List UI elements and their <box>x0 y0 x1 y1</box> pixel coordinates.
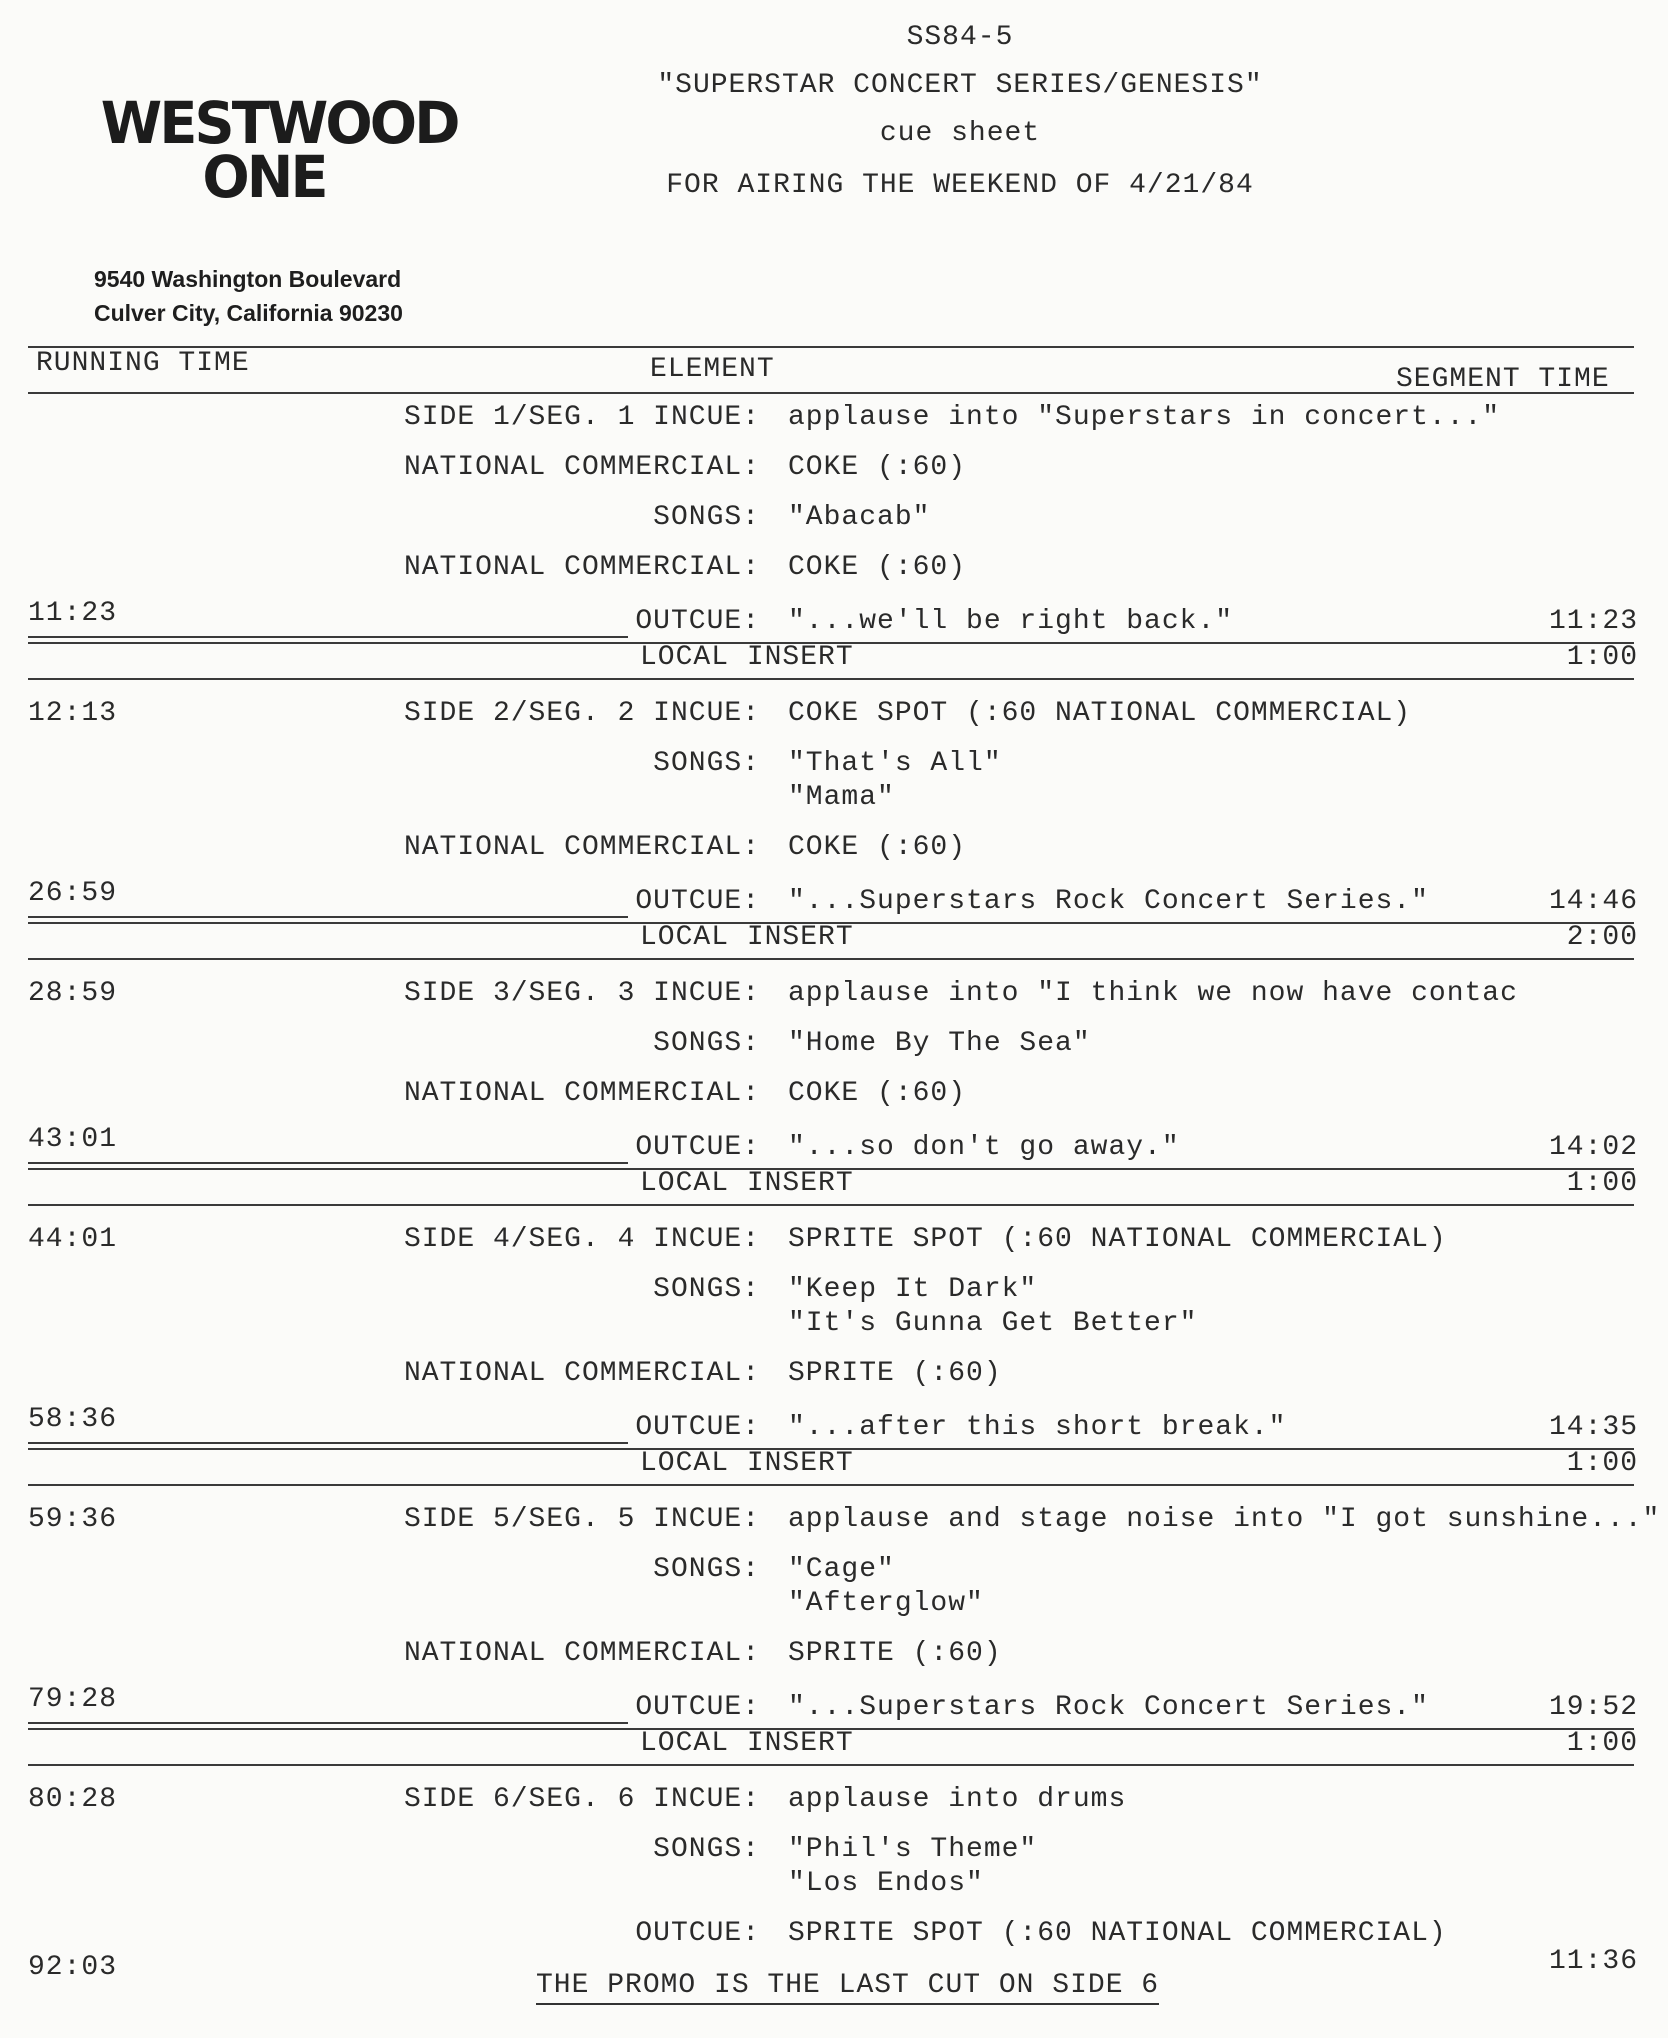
incue-value: applause and stage noise into "I got sunshine..." <box>788 1504 1661 1535</box>
songs-label: SONGS: <box>653 502 760 533</box>
incue-label: SIDE 5/SEG. 5 INCUE: <box>403 1504 760 1535</box>
incue-label: SIDE 1/SEG. 1 INCUE: <box>403 402 760 433</box>
incue-value: applause into "Superstars in concert..." <box>788 402 1501 433</box>
outcue-value: SPRITE SPOT (:60 NATIONAL COMMERCIAL) <box>788 1918 1447 1949</box>
col-running-time: RUNNING TIME <box>36 348 250 379</box>
incue-value: applause into drums <box>788 1784 1127 1815</box>
insert-time: 1:00 <box>1566 1728 1638 1759</box>
commercial-value: SPRITE (:60) <box>788 1638 1002 1669</box>
airing-date: FOR AIRING THE WEEKEND OF 4/21/84 <box>666 170 1254 201</box>
incue-label: SIDE 4/SEG. 4 INCUE: <box>403 1224 760 1255</box>
logo-line1: WESTWOOD <box>100 89 458 157</box>
logo-line2: ONE <box>202 143 326 211</box>
local-insert-label: LOCAL INSERT <box>640 642 854 673</box>
segment-time: 19:52 <box>1548 1692 1638 1723</box>
commercial-value: COKE (:60) <box>788 832 967 863</box>
outcue-value: "...Superstars Rock Concert Series." <box>788 886 1429 917</box>
song-title: "Los Endos" <box>788 1868 984 1899</box>
outcue-label: OUTCUE: <box>635 1692 760 1723</box>
segment-end-time: 58:36 <box>28 1404 118 1435</box>
header-top-rule <box>28 346 1634 348</box>
commercial-label: NATIONAL COMMERCIAL: <box>403 452 760 483</box>
commercial-value: COKE (:60) <box>788 552 967 583</box>
song-title: "Afterglow" <box>788 1588 984 1619</box>
segment-time: 11:36 <box>1548 1946 1638 1977</box>
commercial-value: SPRITE (:60) <box>788 1358 1002 1389</box>
segment-start-time: 12:13 <box>28 698 118 729</box>
address-line2: Culver City, California 90230 <box>94 300 403 326</box>
segment-end-time: 92:03 <box>28 1952 118 1983</box>
songs-label: SONGS: <box>653 1834 760 1865</box>
col-element: ELEMENT <box>650 354 775 385</box>
segment-time: 14:46 <box>1548 886 1638 917</box>
outcue-label: OUTCUE: <box>635 1918 760 1949</box>
commercial-value: COKE (:60) <box>788 452 967 483</box>
incue-label: SIDE 6/SEG. 6 INCUE: <box>403 1784 760 1815</box>
song-title: "It's Gunna Get Better" <box>788 1308 1198 1339</box>
outcue-value: "...after this short break." <box>788 1412 1287 1443</box>
address-block <box>94 262 403 330</box>
commercial-label: NATIONAL COMMERCIAL: <box>403 1078 760 1109</box>
song-title: "Phil's Theme" <box>788 1834 1038 1865</box>
segment-end-time: 11:23 <box>28 598 118 629</box>
commercial-label: NATIONAL COMMERCIAL: <box>403 552 760 583</box>
songs-label: SONGS: <box>653 1028 760 1059</box>
segment-end-time: 79:28 <box>28 1684 118 1715</box>
commercial-label: NATIONAL COMMERCIAL: <box>403 832 760 863</box>
document-subtitle: cue sheet <box>879 118 1041 149</box>
segment-time: 14:35 <box>1548 1412 1638 1443</box>
local-insert-label: LOCAL INSERT <box>640 922 854 953</box>
document-title: "SUPERSTAR CONCERT SERIES/GENESIS" <box>657 70 1263 101</box>
insert-rule <box>28 1764 1634 1766</box>
outcue-label: OUTCUE: <box>635 1132 760 1163</box>
segment-time: 14:02 <box>1548 1132 1638 1163</box>
insert-rule <box>28 958 1634 960</box>
local-insert-label: LOCAL INSERT <box>640 1728 854 1759</box>
segment-time: 11:23 <box>1548 606 1638 637</box>
insert-rule <box>28 1204 1634 1206</box>
commercial-label: NATIONAL COMMERCIAL: <box>403 1638 760 1669</box>
local-insert-label: LOCAL INSERT <box>640 1448 854 1479</box>
songs-label: SONGS: <box>653 1274 760 1305</box>
outcue-label: OUTCUE: <box>635 1412 760 1443</box>
outcue-value: "...so don't go away." <box>788 1132 1180 1163</box>
segment-start-time: 28:59 <box>28 978 118 1009</box>
song-title: "Cage" <box>788 1554 895 1585</box>
insert-time: 1:00 <box>1566 642 1638 673</box>
outcue-label: OUTCUE: <box>635 606 760 637</box>
incue-value: applause into "I think we now have contac <box>788 978 1518 1009</box>
songs-label: SONGS: <box>653 748 760 779</box>
incue-label: SIDE 3/SEG. 3 INCUE: <box>403 978 760 1009</box>
song-title: "That's All" <box>788 748 1002 779</box>
outcue-label: OUTCUE: <box>635 886 760 917</box>
segment-start-time: 80:28 <box>28 1784 118 1815</box>
songs-label: SONGS: <box>653 1554 760 1585</box>
song-title: "Mama" <box>788 782 895 813</box>
insert-time: 1:00 <box>1566 1448 1638 1479</box>
segment-end-time: 43:01 <box>28 1124 118 1155</box>
song-title: "Keep It Dark" <box>788 1274 1038 1305</box>
insert-time: 1:00 <box>1566 1168 1638 1199</box>
insert-time: 2:00 <box>1566 922 1638 953</box>
incue-value: SPRITE SPOT (:60 NATIONAL COMMERCIAL) <box>788 1224 1447 1255</box>
footer-note: THE PROMO IS THE LAST CUT ON SIDE 6 <box>536 1970 1159 2005</box>
address-line1: 9540 Washington Boulevard <box>94 266 402 292</box>
segment-start-time: 44:01 <box>28 1224 118 1255</box>
segment-end-time: 26:59 <box>28 878 118 909</box>
document-id: SS84-5 <box>906 22 1014 53</box>
insert-rule <box>28 678 1634 680</box>
westwood-one-logo <box>94 89 458 211</box>
incue-label: SIDE 2/SEG. 2 INCUE: <box>403 698 760 729</box>
local-insert-label: LOCAL INSERT <box>640 1168 854 1199</box>
segment-start-time: 59:36 <box>28 1504 118 1535</box>
commercial-label: NATIONAL COMMERCIAL: <box>403 1358 760 1389</box>
song-title: "Home By The Sea" <box>788 1028 1091 1059</box>
commercial-value: COKE (:60) <box>788 1078 967 1109</box>
outcue-value: "...we'll be right back." <box>788 606 1234 637</box>
header-bottom-rule <box>28 392 1634 394</box>
song-title: "Abacab" <box>788 502 931 533</box>
outcue-value: "...Superstars Rock Concert Series." <box>788 1692 1429 1723</box>
insert-rule <box>28 1484 1634 1486</box>
incue-value: COKE SPOT (:60 NATIONAL COMMERCIAL) <box>788 698 1412 729</box>
col-segment-time: SEGMENT TIME <box>1396 364 1610 395</box>
